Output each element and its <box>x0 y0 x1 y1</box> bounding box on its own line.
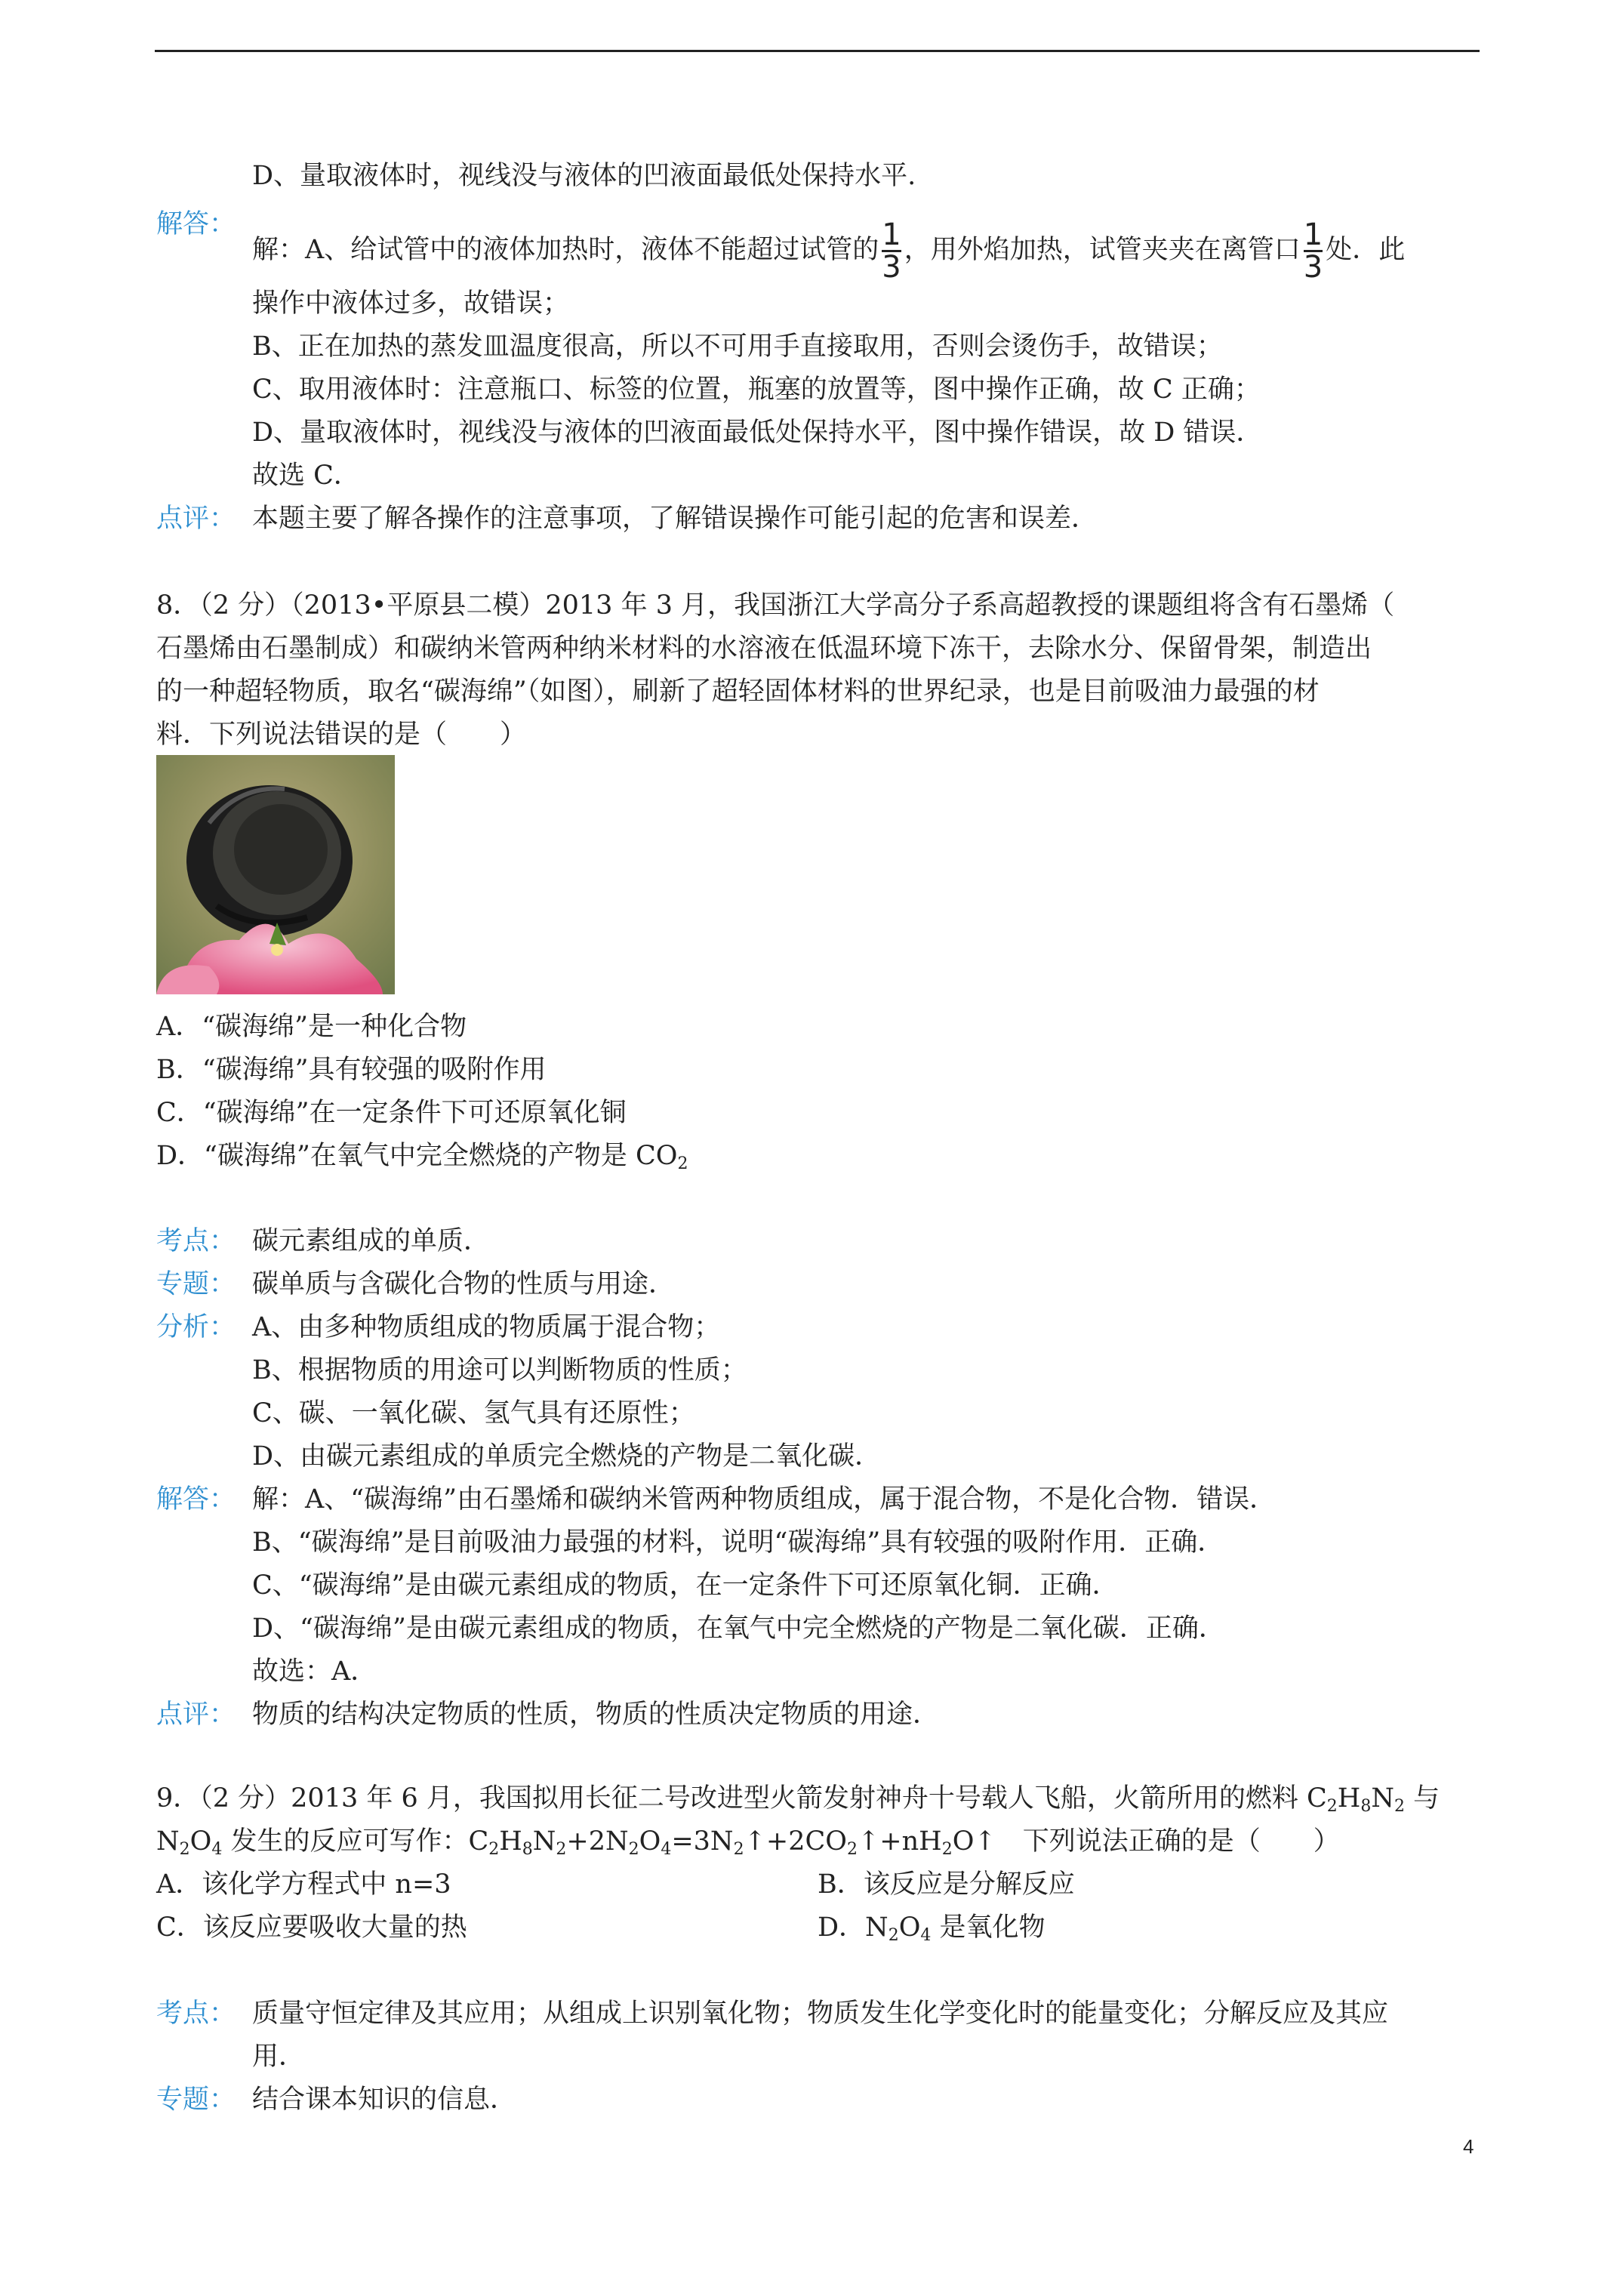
q7-jieda-label: 解答： <box>156 209 236 239</box>
q8-jieda-line-3: C、“碳海绵”是由碳元素组成的物质，在一定条件下可还原氧化铜．正确． <box>252 1570 1119 1601</box>
text-run: N <box>532 1826 556 1857</box>
text-run: D．N <box>818 1912 888 1943</box>
subscript: 2 <box>941 1840 953 1859</box>
subscript: 2 <box>1326 1797 1338 1816</box>
q8-stem-line-1: 8．（2 分）（2013•平原县二模）2013 年 3 月，我国浙江大学高分子系高超教授的课题组将含有石墨烯（ <box>156 590 1395 621</box>
text-run: H <box>1337 1783 1361 1814</box>
q7-jieda-line-2: 操作中液体过多，故错误； <box>252 288 570 319</box>
q7-jieda-line-1 <box>252 217 1406 285</box>
subscript: 2 <box>179 1840 190 1859</box>
q9-option-d <box>818 1911 1046 1952</box>
q8-option-d <box>156 1139 688 1181</box>
q7-jieda-text-b: ，用外焰加热，试管夹夹在离管口 <box>904 235 1301 265</box>
q8-fenxi-label: 分析： <box>156 1312 236 1342</box>
q8-option-b: B．“碳海绵”具有较强的吸附作用 <box>156 1055 547 1085</box>
text-run: O <box>898 1912 921 1943</box>
q8-kaodian-label: 考点： <box>156 1226 236 1256</box>
q7-dianping-label: 点评： <box>156 504 236 534</box>
q8-fenxi-line-3: C、碳、一氧化碳、氢气具有还原性； <box>252 1398 695 1428</box>
page-number: 4 <box>1463 2135 1474 2158</box>
q9-zhuanti-text: 结合课本知识的信息． <box>252 2085 517 2115</box>
q8-fenxi-line-4: D、由碳元素组成的单质完全燃烧的产物是二氧化碳． <box>252 1441 882 1472</box>
subscript: 2 <box>733 1840 744 1859</box>
q8-fenxi-line-1: A、由多种物质组成的物质属于混合物； <box>252 1312 721 1342</box>
text-run: ↑+nH <box>857 1826 942 1857</box>
subscript: 2 <box>677 1154 688 1173</box>
q9-stem-line-1 <box>156 1782 1440 1823</box>
text-run: O <box>189 1826 212 1857</box>
text-run: ↑+2CO <box>744 1826 847 1857</box>
subscript: 2 <box>846 1840 858 1859</box>
q7-jieda-line-3: B、正在加热的蒸发皿温度很高，所以不可用手直接取用，否则会烫伤手，故错误； <box>252 331 1223 362</box>
text-run: N <box>1371 1783 1394 1814</box>
q8-option-c: C．“碳海绵”在一定条件下可还原氧化铜 <box>156 1098 627 1128</box>
fraction-numerator: 1 <box>882 217 901 252</box>
q8-dianping-text: 物质的结构决定物质的性质，物质的性质决定物质的用途． <box>252 1700 940 1730</box>
q8-option-d-text: D．“碳海绵”在氧气中完全燃烧的产物是 CO <box>156 1141 678 1171</box>
text-run: 是氧化物 <box>931 1912 1046 1943</box>
q7-jieda-line-5: D、量取液体时，视线没与液体的凹液面最低处保持水平，图中操作错误，故 D 错误． <box>252 418 1263 448</box>
text-run: 发生的反应可写作：C <box>222 1826 489 1857</box>
fraction-one-third <box>1303 217 1323 285</box>
q8-stem-line-2: 石墨烯由石墨制成）和碳纳米管两种纳米材料的水溶液在低温环境下冻干，去除水分、保留骨架，制造出 <box>156 633 1372 664</box>
subscript: 8 <box>1360 1797 1372 1816</box>
fraction-numerator: 1 <box>1303 217 1323 252</box>
q7-jieda-line-4: C、取用液体时：注意瓶口、标签的位置，瓶塞的放置等，图中操作正确，故 C 正确； <box>252 374 1261 405</box>
subscript: 4 <box>920 1926 932 1945</box>
q9-stem-line-2 <box>156 1825 1340 1866</box>
fraction-one-third <box>882 217 901 285</box>
q9-kaodian-label: 考点： <box>156 1999 236 2029</box>
header-rule <box>155 50 1480 52</box>
q9-option-c: C．该反应要吸收大量的热 <box>156 1912 467 1943</box>
subscript: 2 <box>888 1926 899 1945</box>
q9-zhuanti-label: 专题： <box>156 2085 236 2115</box>
q8-stem-line-4: 料．下列说法错误的是（ ） <box>156 720 527 750</box>
q8-jieda-line-4: D、“碳海绵”是由碳元素组成的物质，在氧气中完全燃烧的产物是二氧化碳．正确． <box>252 1613 1225 1644</box>
q7-jieda-line-6: 故选 C． <box>252 461 360 491</box>
subscript: 2 <box>556 1840 567 1859</box>
carbon-sponge-photo <box>156 755 395 994</box>
q9-kaodian-line-1: 质量守恒定律及其应用；从组成上识别氧化物；物质发生化学变化时的能量变化；分解反应及其应 <box>252 1999 1389 2029</box>
text-run: O <box>639 1826 661 1857</box>
q8-dianping-label: 点评： <box>156 1700 236 1730</box>
subscript: 2 <box>628 1840 639 1859</box>
fraction-denominator: 3 <box>882 250 901 285</box>
text-run: +2N <box>566 1826 629 1857</box>
q8-zhuanti-label: 专题： <box>156 1269 236 1299</box>
q8-jieda-line-5: 故选：A． <box>252 1657 377 1687</box>
q8-jieda-line-1: 解：A、“碳海绵”由石墨烯和碳纳米管两种物质组成，属于混合物，不是化合物．错误． <box>252 1484 1277 1515</box>
subscript: 4 <box>661 1840 672 1859</box>
q8-stem-line-3: 的一种超轻物质，取名“碳海绵”（如图），刷新了超轻固体材料的世界纪录，也是目前吸油力最强的材 <box>156 676 1320 707</box>
q8-zhuanti-text: 碳单质与含碳化合物的性质与用途． <box>252 1269 676 1299</box>
text-run: N <box>156 1826 180 1857</box>
q7-jieda-text-c: 处．此 <box>1326 235 1406 265</box>
fraction-denominator: 3 <box>1303 250 1323 285</box>
q8-fenxi-line-2: B、根据物质的用途可以判断物质的性质； <box>252 1355 747 1385</box>
text-run: =3N <box>671 1826 734 1857</box>
q8-kaodian-text: 碳元素组成的单质． <box>252 1226 491 1256</box>
q9-kaodian-line-2: 用． <box>252 2042 306 2072</box>
carbon-sponge-on-flower-image <box>156 755 395 994</box>
q9-option-a: A．该化学方程式中 n=3 <box>156 1869 451 1900</box>
q7-jieda-text-a: 解：A、给试管中的液体加热时，液体不能超过试管的 <box>252 235 879 265</box>
text-run: H <box>499 1826 522 1857</box>
text-run: O↑ 下列说法正确的是（ ） <box>952 1826 1340 1857</box>
subscript: 2 <box>1394 1797 1405 1816</box>
text-run: 9．（2 分）2013 年 6 月，我国拟用长征二号改进型火箭发射神舟十号载人飞船，火箭所用的燃料 C <box>156 1783 1327 1814</box>
subscript: 8 <box>522 1840 533 1859</box>
text-run: 与 <box>1404 1783 1440 1814</box>
q7-option-d: D、量取液体时，视线没与液体的凹液面最低处保持水平. <box>252 161 916 191</box>
q8-jieda-line-2: B、“碳海绵”是目前吸油力最强的材料，说明“碳海绵”具有较强的吸附作用．正确． <box>252 1527 1224 1558</box>
subscript: 2 <box>488 1840 500 1859</box>
q8-jieda-label: 解答： <box>156 1484 236 1515</box>
q9-option-b: B．该反应是分解反应 <box>818 1869 1075 1900</box>
subscript: 4 <box>211 1840 223 1859</box>
q7-dianping-text: 本题主要了解各操作的注意事项，了解错误操作可能引起的危害和误差． <box>252 504 1098 534</box>
q8-option-a: A．“碳海绵”是一种化合物 <box>156 1012 467 1042</box>
